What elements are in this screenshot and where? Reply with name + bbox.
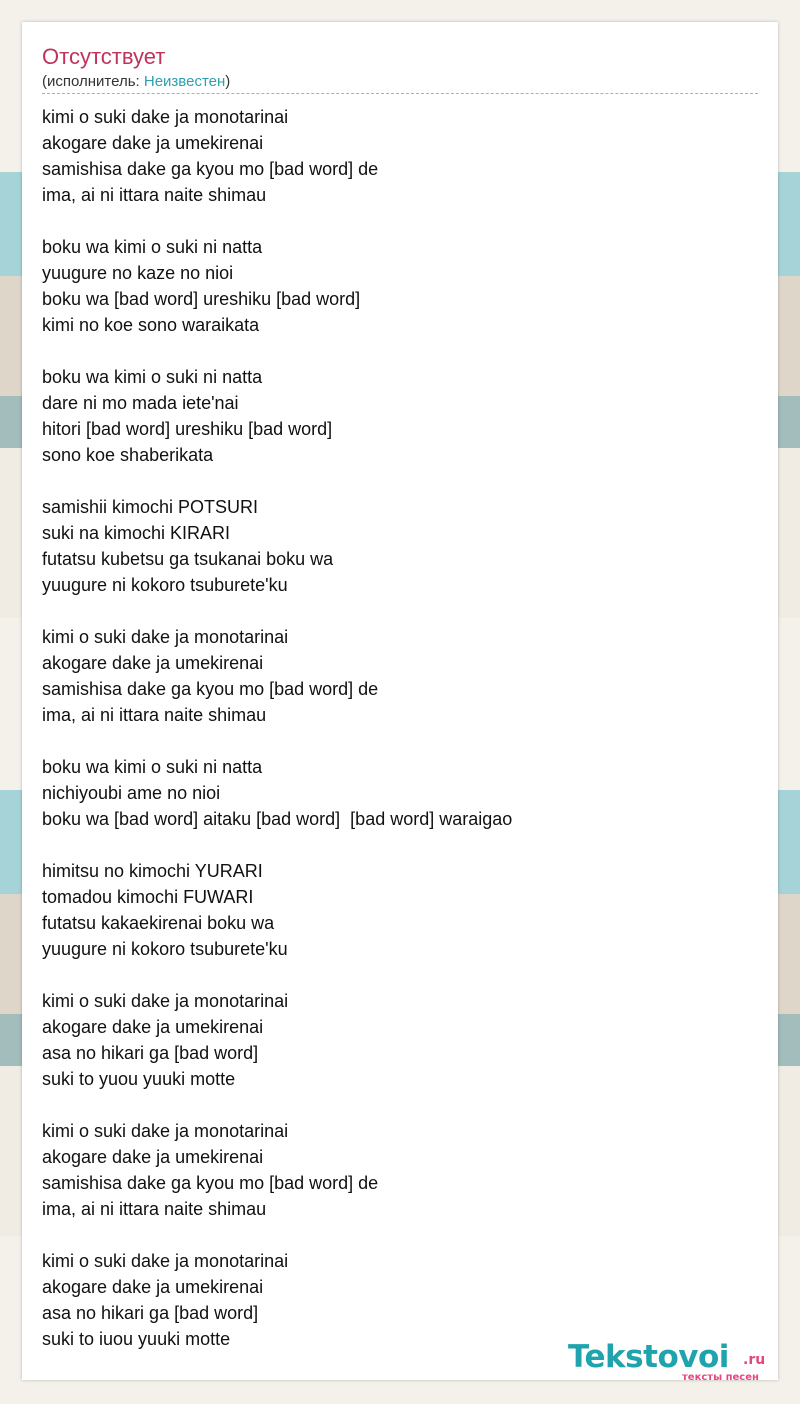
lyric-line: tomadou kimochi FUWARI: [42, 887, 254, 907]
lyric-line: sono koe shaberikata: [42, 445, 214, 465]
lyrics-stanza: [42, 234, 758, 338]
lyric-line: boku wa kimi o suki ni natta: [42, 237, 263, 257]
lyric-line: suki na kimochi KIRARI: [42, 523, 231, 543]
lyric-line: akogare dake ja umekirenai: [42, 1017, 264, 1037]
lyrics-stanza: [42, 988, 758, 1092]
lyric-line: nichiyoubi ame no nioi: [42, 783, 221, 803]
lyric-line: yuugure ni kokoro tsuburete'ku: [42, 575, 288, 595]
lyric-line: kimi o suki dake ja monotarinai: [42, 1251, 289, 1271]
lyric-line: kimi no koe sono waraikata: [42, 315, 260, 335]
lyric-line: ima, ai ni ittara naite shimau: [42, 705, 267, 725]
lyric-line: asa no hikari ga [bad word]: [42, 1043, 259, 1063]
lyric-line: futatsu kakaekirenai boku wa: [42, 913, 275, 933]
lyrics-stanza: [42, 104, 758, 208]
lyrics-stanza: [42, 364, 758, 468]
lyrics-stanza: [42, 858, 758, 962]
logo-wordmark: Tekstovoi: [568, 1339, 729, 1375]
lyric-line: yuugure ni kokoro tsuburete'ku: [42, 939, 288, 959]
lyric-line: ima, ai ni ittara naite shimau: [42, 1199, 267, 1219]
lyric-line: yuugure no kaze no nioi: [42, 263, 234, 283]
artist-link[interactable]: Неизвестен: [143, 73, 226, 90]
logo-domain: .ru: [743, 1352, 766, 1368]
lyric-line: samishisa dake ga kyou mo [bad word] de: [42, 159, 379, 179]
lyric-line: akogare dake ja umekirenai: [42, 133, 264, 153]
header-divider: [42, 93, 758, 94]
lyric-line: himitsu no kimochi YURARI: [42, 861, 263, 881]
lyric-line: kimi o suki dake ja monotarinai: [42, 107, 289, 127]
lyric-line: dare ni mo mada iete'nai: [42, 393, 239, 413]
lyric-line: boku wa kimi o suki ni natta: [42, 757, 263, 777]
lyric-line: boku wa [bad word] ureshiku [bad word]: [42, 289, 361, 309]
lyric-line: kimi o suki dake ja monotarinai: [42, 991, 289, 1011]
lyric-line: asa no hikari ga [bad word]: [42, 1303, 259, 1323]
lyric-line: boku wa kimi o suki ni natta: [42, 367, 263, 387]
artist-prefix: (исполнитель:: [42, 73, 144, 90]
lyric-line: samishii kimochi POTSURI: [42, 497, 259, 517]
lyric-line: akogare dake ja umekirenai: [42, 653, 264, 673]
lyric-line: ima, ai ni ittara naite shimau: [42, 185, 267, 205]
lyric-line: futatsu kubetsu ga tsukanai boku wa: [42, 549, 334, 569]
lyric-line: kimi o suki dake ja monotarinai: [42, 627, 289, 647]
artist-suffix: ): [225, 73, 231, 90]
lyrics-stanza: [42, 1248, 758, 1352]
lyrics-stanza: [42, 494, 758, 598]
song-title: Отсутствует: [42, 44, 166, 69]
lyric-line: kimi o suki dake ja monotarinai: [42, 1121, 289, 1141]
lyric-line: akogare dake ja umekirenai: [42, 1277, 264, 1297]
logo-tagline: тексты песен: [682, 1372, 759, 1383]
lyrics-stanza: [42, 1118, 758, 1222]
lyric-line: samishisa dake ga kyou mo [bad word] de: [42, 1173, 379, 1193]
lyrics-stanza: [42, 754, 758, 832]
lyric-line: suki to yuou yuuki motte: [42, 1069, 236, 1089]
lyrics-card: [22, 22, 778, 1383]
lyric-line: akogare dake ja umekirenai: [42, 1147, 264, 1167]
lyrics-stanza: [42, 624, 758, 728]
lyrics-text: [42, 104, 758, 1378]
lyric-line: hitori [bad word] ureshiku [bad word]: [42, 419, 333, 439]
lyric-line: samishisa dake ga kyou mo [bad word] de: [42, 679, 379, 699]
lyric-line: boku wa [bad word] aitaku [bad word] [bad word] waraigao: [42, 809, 513, 829]
lyric-line: suki to iuou yuuki motte: [42, 1329, 231, 1349]
site-logo[interactable]: [568, 1339, 772, 1383]
artist-line: [42, 73, 230, 91]
